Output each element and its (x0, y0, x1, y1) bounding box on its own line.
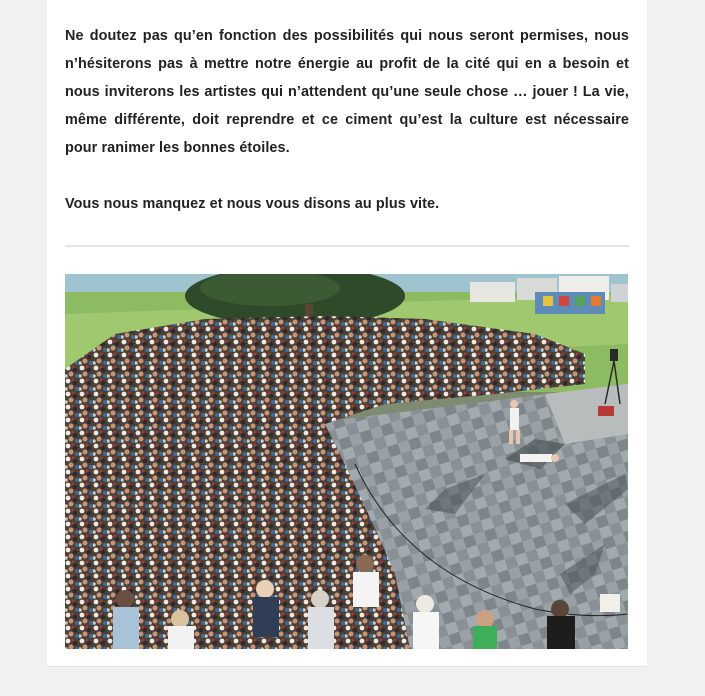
article-paragraph: Ne doutez pas qu’en fonction des possibilités qui nous seront permises, nous n’hésiterons pas à mettre notre énergie au profit de la cité qui en a besoin et nous inviterons les artistes qui n’attendent qu’une seule chose … jouer ! La vie, même différente, doit reprendre et ce ciment qu’est la culture est nécessaire pour ranimer les bonnes étoiles. (65, 28, 629, 156)
article-card (47, 0, 647, 667)
equipment-box (600, 594, 620, 612)
article-photo (65, 274, 628, 649)
performer-lying (520, 454, 559, 462)
article-closing-paragraph: Vous nous manquez et nous vous disons au plus vite. (65, 196, 440, 212)
speaker (610, 349, 618, 361)
divider (65, 245, 629, 247)
